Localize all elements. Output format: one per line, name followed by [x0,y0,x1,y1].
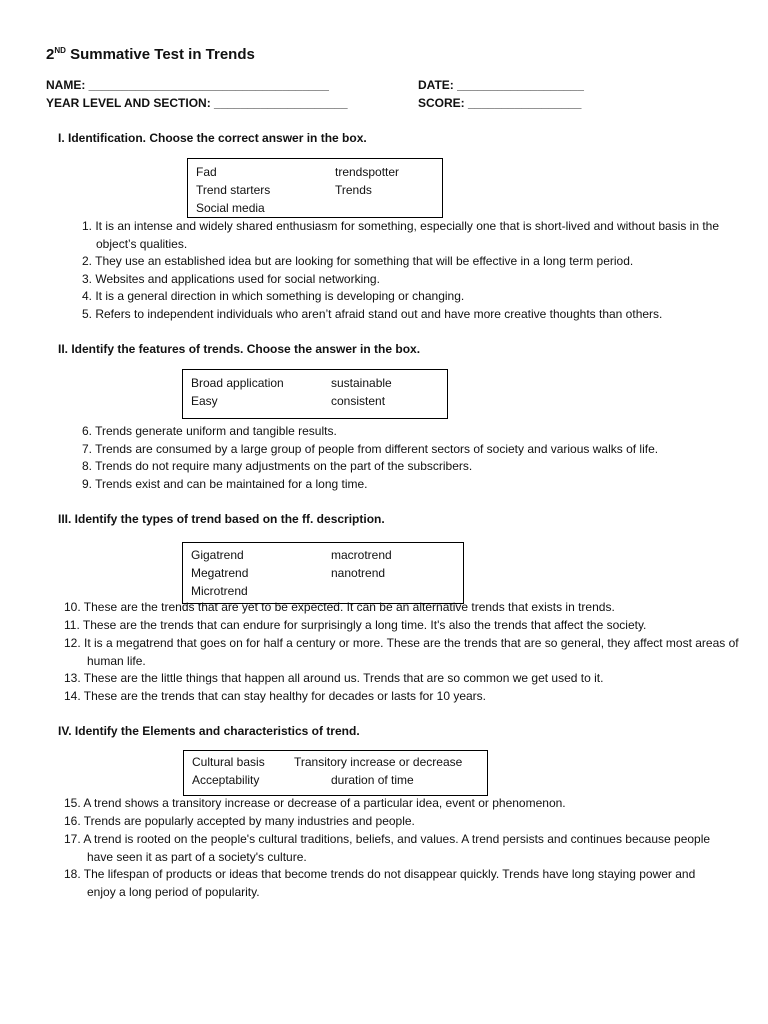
question-item: 13. These are the little things that happen all around us. Trends that are so common we get used to it. [64,671,604,685]
question-item: 18. The lifespan of products or ideas that become trends do not disappear quickly. Trends have long staying power and enjoy a long period of popularity. [64,867,696,899]
title-superscript: ND [54,46,66,55]
question-item: 6. Trends generate uniform and tangible results. [82,424,337,438]
choice: sustainable [331,376,392,390]
question-item: 4. It is a general direction in which something is developing or changing. [82,289,465,303]
choice: Fad [196,165,217,179]
choice: duration of time [331,773,414,787]
choice: nanotrend [331,566,386,580]
title-number: 2 [46,46,55,63]
choice: Easy [191,394,218,408]
question-item: 10. These are the trends that are yet to be expected. It can be an alternative trends that exists in trends. [64,600,615,614]
question-item: 5. Refers to independent individuals who aren’t afraid stand out and have more creative thoughts than others. [82,307,663,321]
choice: Gigatrend [191,548,244,562]
choice: Acceptability [192,773,260,787]
page-title [46,46,255,63]
question-item: 15. A trend shows a transitory increase or decrease of a particular idea, event or phenomenon. [64,796,566,810]
question-item: 16. Trends are popularly accepted by many industries and people. [64,814,415,828]
question-item: 12. It is a megatrend that goes on for half a century or more. These are the trends that are so general, they affect most areas of human life. [64,636,739,668]
question-item: 8. Trends do not require many adjustments on the part of the subscribers. [82,459,473,473]
section-1-heading: I. Identification. Choose the correct answer in the box. [58,131,367,145]
choice: Megatrend [191,566,249,580]
choice: Microtrend [191,584,248,598]
choice: Transitory increase or decrease [294,755,463,769]
choice: macrotrend [331,548,392,562]
choice: Trend starters [196,183,271,197]
section-4-heading: IV. Identify the Elements and characteristics of trend. [58,724,360,738]
question-item: 3. Websites and applications used for social networking. [82,272,380,286]
section-2-heading: II. Identify the features of trends. Choose the answer in the box. [58,342,421,356]
date-field[interactable]: DATE: ___________________ [418,78,584,92]
question-item: 2. They use an established idea but are looking for something that will be effective in a long term period. [82,254,634,268]
section-3-answer-box [182,542,464,604]
title-text: Summative Test in Trends [65,46,255,63]
score-field: SCORE: _________________ [418,96,582,110]
section-2-answer-box [182,369,448,419]
question-item: 9. Trends exist and can be maintained for a long time. [82,477,368,491]
section-3-heading: III. Identify the types of trend based on the ff. description. [58,512,385,526]
question-item: 11. These are the trends that can endure for surprisingly a long time. It's also the trends that affect the society. [64,618,647,632]
choice: Cultural basis [192,755,265,769]
question-item: 1. It is an intense and widely shared enthusiasm for something, especially one that is short-lived and without basis in the object’s qualities. [82,219,720,251]
question-item: 14. These are the trends that can stay healthy for decades or lasts for 10 years. [64,689,487,703]
year-section-field[interactable]: YEAR LEVEL AND SECTION: ____________________ [46,96,348,110]
choice: Broad application [191,376,284,390]
choice: Trends [335,183,372,197]
choice: trendspotter [335,165,400,179]
name-field[interactable]: NAME: ____________________________________ [46,78,329,92]
section-4-answer-box [183,750,488,796]
choice: Social media [196,201,265,215]
choice: consistent [331,394,386,408]
question-item: 7. Trends are consumed by a large group of people from different sectors of society and various walks of life. [82,442,659,456]
question-item: 17. A trend is rooted on the people's cultural traditions, beliefs, and values. A trend persists and continues because people have seen it as part of a society's culture. [64,832,711,864]
section-1-answer-box [187,158,443,218]
